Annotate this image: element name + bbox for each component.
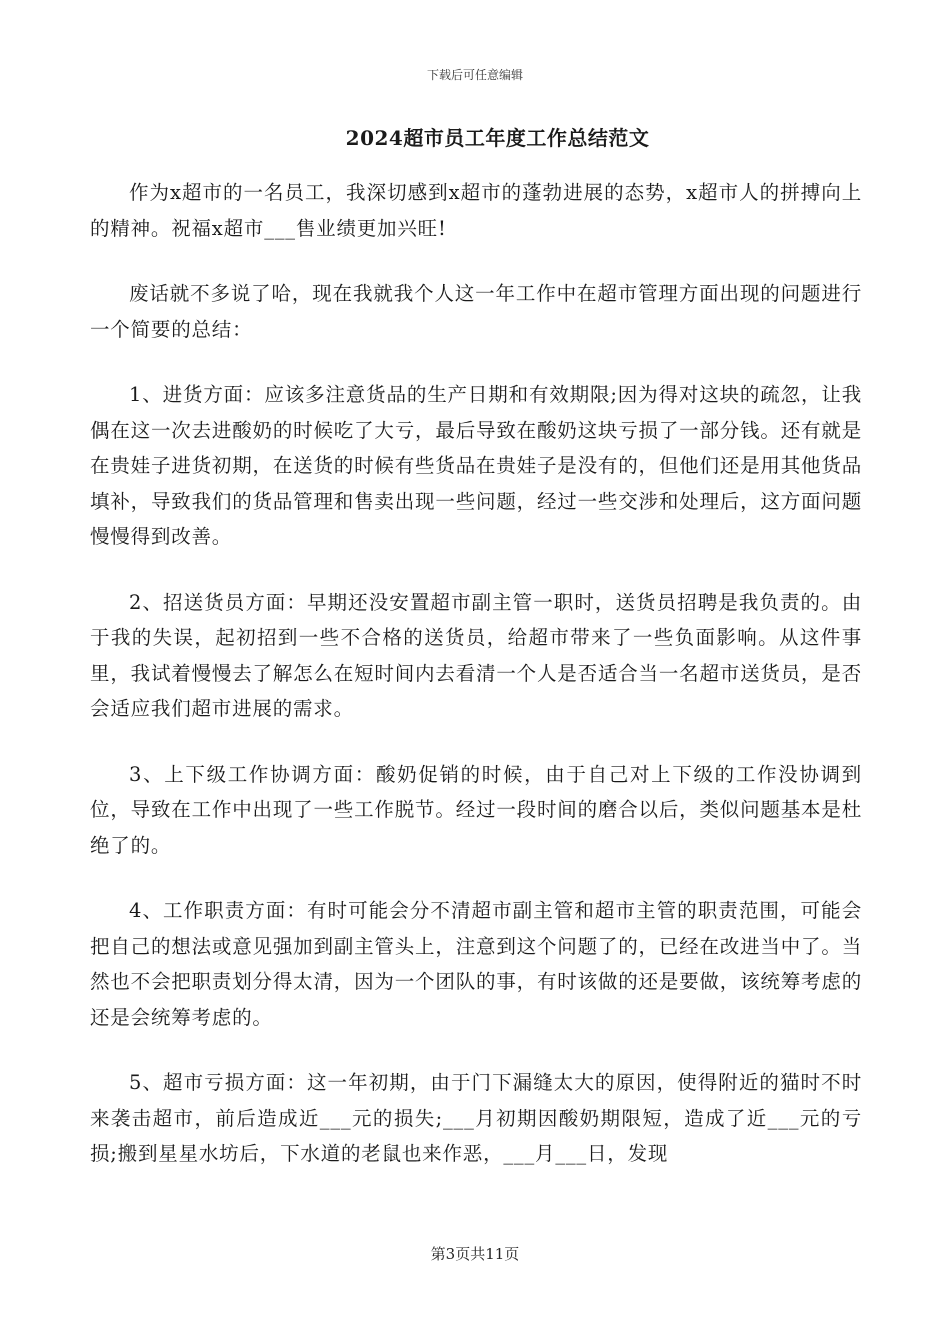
paragraph-coordination: 3、上下级工作协调方面：酸奶促销的时候，由于自己对上下级的工作没协调到位，导致在工作中出现了一些工作脱节。经过一段时间的磨合以后，类似问题基本是杜绝了的。 — [90, 762, 862, 857]
paragraph-losses: 5、超市亏损方面：这一年初期，由于门下漏缝太大的原因，使得附近的猫时不时来袭击超市，前后造成近___元的损失;___月初期因酸奶期限短，造成了近___元的亏损;搬到星星水坊后，下水道的老鼠也来作恶，___月___日，发现 — [90, 1071, 862, 1165]
paragraph-preface: 废话就不多说了哈，现在我就我个人这一年工作中在超市管理方面出现的问题进行一个简要的总结： — [90, 282, 862, 341]
paragraph-intro: 作为x超市的一名员工，我深切感到x超市的蓬勃进展的态势，x超市人的拼搏向上的精神。祝福x超市___售业绩更加兴旺! — [90, 181, 862, 240]
paragraph-responsibilities: 4、工作职责方面：有时可能会分不清超市副主管和超市主管的职责范围，可能会把自己的想法或意见强加到副主管头上，注意到这个问题了的，已经在改进当中了。当然也不会把职责划分得太清，因为一个团队的事，有时该做的还是要做，该统筹考虑的还是会统筹考虑的。 — [90, 899, 862, 1029]
document-body — [90, 175, 862, 1202]
document-title: 2024超市员工年度工作总结范文 — [345, 126, 650, 150]
page-number: 第3页共11页 — [430, 1245, 520, 1263]
header-note: 下载后可任意编辑 — [426, 68, 523, 82]
paragraph-purchasing: 1、进货方面：应该多注意货品的生产日期和有效期限;因为得对这块的疏忽，让我偶在这一次去进酸奶的时候吃了大亏，最后导致在酸奶这块亏损了一部分钱。还有就是在贵娃子进货初期，在送货的时候有些货品在贵娃子是没有的，但他们还是用其他货品填补，导致我们的货品管理和售卖出现一些问题，经过一些交涉和处理后，这方面问题慢慢得到改善。 — [90, 383, 862, 548]
paragraph-recruiting: 2、招送货员方面：早期还没安置超市副主管一职时，送货员招聘是我负责的。由于我的失误，起初招到一些不合格的送货员，给超市带来了一些负面影响。从这件事里，我试着慢慢去了解怎么在短时间内去看清一个人是否适合当一名超市送货员，是否会适应我们超市进展的需求。 — [90, 590, 862, 720]
